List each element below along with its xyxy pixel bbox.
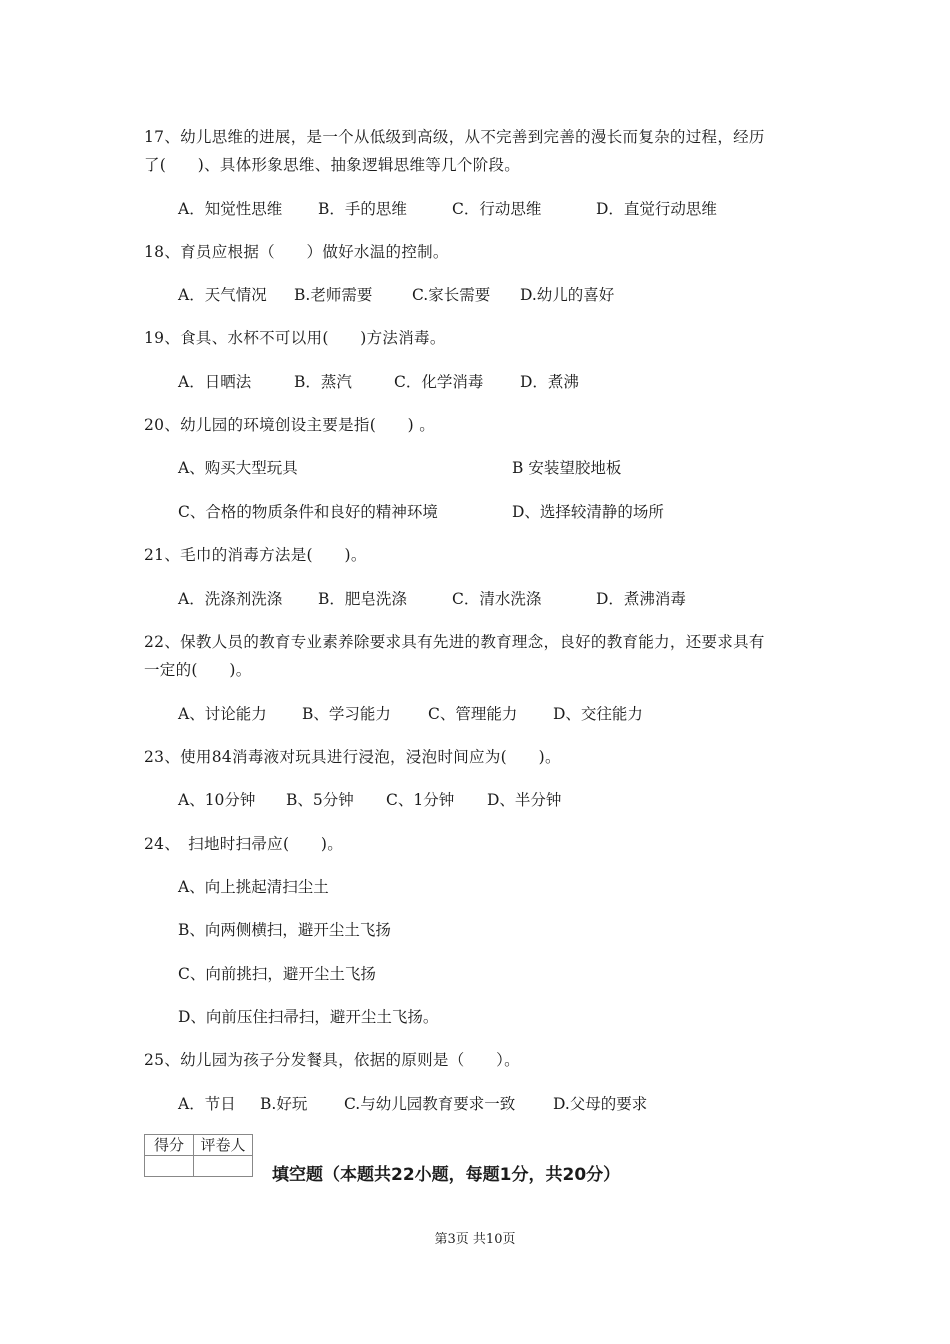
q25-option-a: A．节日 bbox=[178, 1095, 236, 1113]
page-footer: 第3页 共10页 bbox=[434, 1232, 516, 1247]
q19-option-c: C．化学消毒 bbox=[394, 373, 484, 391]
q17-stem-line1: 17、幼儿思维的进展，是一个从低级到高级，从不完善到完善的漫长而复杂的过程，经历 bbox=[144, 128, 765, 146]
q21-option-a: A．洗涤剂洗涤 bbox=[178, 590, 283, 608]
q20-stem: 20、幼儿园的环境创设主要是指( ) 。 bbox=[144, 416, 436, 434]
q17-option-c: C．行动思维 bbox=[452, 200, 542, 218]
q21-option-b: B．肥皂洗涤 bbox=[318, 590, 407, 608]
q18-stem: 18、育员应根据（ ）做好水温的控制。 bbox=[144, 243, 449, 261]
score-box bbox=[144, 1134, 253, 1177]
q18-option-a: A．天气情况 bbox=[178, 286, 267, 304]
q18-option-b: B.老师需要 bbox=[294, 286, 373, 304]
q22-option-d: D、交往能力 bbox=[553, 705, 643, 723]
q24-stem: 24、 扫地时扫帚应( )。 bbox=[144, 835, 344, 853]
q20-option-c: C、合格的物质条件和良好的精神环境 bbox=[178, 503, 438, 521]
q23-option-d: D、半分钟 bbox=[487, 791, 562, 809]
q22-option-b: B、学习能力 bbox=[302, 705, 391, 723]
grader-cell bbox=[194, 1156, 253, 1177]
q18-option-d: D.幼儿的喜好 bbox=[520, 286, 615, 304]
q21-stem: 21、毛巾的消毒方法是( )。 bbox=[144, 546, 367, 564]
q17-option-d: D．直觉行动思维 bbox=[596, 200, 717, 218]
q23-option-c: C、1分钟 bbox=[386, 791, 455, 809]
q18-option-c: C.家长需要 bbox=[412, 286, 491, 304]
q25-option-c: C.与幼儿园教育要求一致 bbox=[344, 1095, 516, 1113]
q19-option-a: A．日晒法 bbox=[178, 373, 252, 391]
q22-stem-line1: 22、保教人员的教育专业素养除要求具有先进的教育理念，良好的教育能力，还要求具有 bbox=[144, 633, 765, 651]
q24-option-b: B、向两侧横扫，避开尘土飞扬 bbox=[178, 921, 391, 939]
q19-option-b: B．蒸汽 bbox=[294, 373, 352, 391]
q25-option-b: B.好玩 bbox=[260, 1095, 308, 1113]
q17-option-a: A．知觉性思维 bbox=[178, 200, 283, 218]
q22-stem-line2: 一定的( )。 bbox=[144, 661, 252, 679]
q23-option-a: A、10分钟 bbox=[178, 791, 256, 809]
q20-option-a: A、购买大型玩具 bbox=[178, 459, 298, 477]
score-cell bbox=[145, 1156, 194, 1177]
q24-option-d: D、向前压住扫帚扫，避开尘土飞扬。 bbox=[178, 1008, 439, 1026]
q25-stem: 25、幼儿园为孩子分发餐具，依据的原则是（ ）。 bbox=[144, 1051, 520, 1069]
grader-label: 评卷人 bbox=[194, 1135, 253, 1156]
q20-option-d: D、选择较清静的场所 bbox=[512, 503, 664, 521]
section-title: 填空题（本题共22小题，每题1分，共20分） bbox=[272, 1165, 621, 1185]
q24-option-c: C、向前挑扫，避开尘土飞扬 bbox=[178, 965, 376, 983]
q25-option-d: D.父母的要求 bbox=[553, 1095, 648, 1113]
q20-option-b: B 安装望胶地板 bbox=[512, 459, 622, 477]
q22-option-a: A、讨论能力 bbox=[178, 705, 267, 723]
q21-option-c: C．清水洗涤 bbox=[452, 590, 542, 608]
q24-option-a: A、向上挑起清扫尘土 bbox=[178, 878, 329, 896]
q19-stem: 19、食具、水杯不可以用( )方法消毒。 bbox=[144, 329, 446, 347]
q22-option-c: C、管理能力 bbox=[428, 705, 518, 723]
q17-stem-line2: 了( )、具体形象思维、抽象逻辑思维等几个阶段。 bbox=[144, 156, 521, 174]
score-label: 得分 bbox=[145, 1135, 194, 1156]
q23-stem: 23、使用84消毒液对玩具进行浸泡，浸泡时间应为( )。 bbox=[144, 748, 561, 766]
q21-option-d: D．煮沸消毒 bbox=[596, 590, 686, 608]
q23-option-b: B、5分钟 bbox=[286, 791, 354, 809]
q17-option-b: B．手的思维 bbox=[318, 200, 407, 218]
q19-option-d: D．煮沸 bbox=[520, 373, 579, 391]
